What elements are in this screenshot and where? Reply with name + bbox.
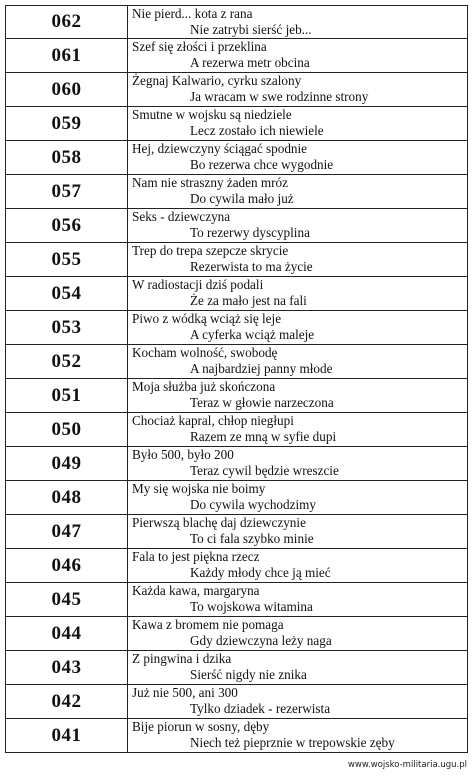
- verse-cell: [128, 277, 468, 311]
- verse-line-1: Hej, dziewczyny ściągać spodnie: [132, 141, 308, 156]
- day-number: 050: [6, 413, 128, 447]
- table-row: [6, 345, 468, 379]
- verse-line-1: Kawa z bromem nie pomaga: [132, 617, 284, 632]
- table-row: [6, 311, 468, 345]
- verse-cell: [128, 311, 468, 345]
- verse-line-2: Razem ze mną w syfie dupi: [190, 429, 337, 444]
- verse-line-2: A najbardziej panny młode: [190, 361, 333, 376]
- verse-cell: [128, 651, 468, 685]
- verse-line-2: Gdy dziewczyna leży naga: [190, 633, 332, 648]
- verse-cell: [128, 379, 468, 413]
- verse-line-2: Tylko dziadek - rezerwista: [190, 701, 331, 716]
- day-number: 047: [6, 515, 128, 549]
- verse-line-2: A rezerwa metr obcina: [190, 55, 310, 70]
- verse-line-2: Sierść nigdy nie znika: [190, 667, 307, 682]
- table-row: [6, 141, 468, 175]
- verse-line-1: Nam nie straszny żaden mróz: [132, 175, 288, 190]
- countdown-sheet: [5, 5, 467, 753]
- verse-line-2: Teraz w głowie narzeczona: [190, 395, 334, 410]
- table-row: [6, 685, 468, 719]
- verse-cell: [128, 413, 468, 447]
- verse-line-2: Do cywila wychodzimy: [190, 497, 316, 512]
- table-row: [6, 175, 468, 209]
- table-row: [6, 617, 468, 651]
- verse-line-1: Szef się złości i przeklina: [132, 39, 267, 54]
- day-number: 046: [6, 549, 128, 583]
- table-row: [6, 481, 468, 515]
- verse-line-1: Seks - dziewczyna: [132, 209, 231, 224]
- table-row: [6, 413, 468, 447]
- verse-line-1: Było 500, było 200: [132, 447, 234, 462]
- verse-line-1: Piwo z wódką wciąż się leje: [132, 311, 282, 326]
- day-number: 051: [6, 379, 128, 413]
- verse-line-2: To wojskowa witamina: [190, 599, 313, 614]
- day-number: 043: [6, 651, 128, 685]
- day-number: 056: [6, 209, 128, 243]
- verse-cell: [128, 685, 468, 719]
- verse-line-2: Każdy młody chce ją mieć: [190, 565, 331, 580]
- table-row: [6, 6, 468, 39]
- table-row: [6, 243, 468, 277]
- verse-line-1: Fala to jest piękna rzecz: [132, 549, 260, 564]
- table-row: [6, 447, 468, 481]
- verse-cell: [128, 481, 468, 515]
- verse-line-1: Już nie 500, ani 300: [132, 685, 238, 700]
- verse-cell: [128, 39, 468, 73]
- verse-cell: [128, 719, 468, 753]
- day-number: 053: [6, 311, 128, 345]
- verse-cell: [128, 345, 468, 379]
- verse-line-2: To ci fala szybko minie: [190, 531, 314, 546]
- day-number: 057: [6, 175, 128, 209]
- verse-cell: [128, 6, 468, 39]
- verse-cell: [128, 549, 468, 583]
- verse-line-1: Z pingwina i dzika: [132, 651, 232, 666]
- verse-line-2: Lecz zostało ich niewiele: [190, 123, 324, 138]
- verse-line-1: Moja służba już skończona: [132, 379, 276, 394]
- source-url: www.wojsko-militaria.ugu.pl: [347, 760, 467, 770]
- verse-line-1: Kocham wolność, swobodę: [132, 345, 278, 360]
- day-number: 049: [6, 447, 128, 481]
- table-row: [6, 277, 468, 311]
- verse-cell: [128, 515, 468, 549]
- verse-cell: [128, 73, 468, 107]
- table-row: [6, 209, 468, 243]
- verse-line-2: Niech też pieprznie w trepowskie zęby: [190, 735, 395, 750]
- verse-line-1: Żegnaj Kalwario, cyrku szalony: [132, 73, 302, 88]
- day-number: 048: [6, 481, 128, 515]
- verse-line-1: Bije piorun w sosny, dęby: [132, 719, 270, 734]
- verse-line-1: Smutne w wojsku są niedziele: [132, 107, 292, 122]
- verse-line-1: Chociaż kapral, chłop niegłupi: [132, 413, 294, 428]
- verse-line-2: Rezerwista to ma życie: [190, 259, 313, 274]
- verse-line-2: Że za mało jest na fali: [190, 293, 307, 308]
- verse-line-2: Bo rezerwa chce wygodnie: [190, 157, 334, 172]
- table-row: [6, 651, 468, 685]
- day-number: 045: [6, 583, 128, 617]
- day-number: 062: [6, 6, 128, 39]
- verse-cell: [128, 447, 468, 481]
- day-number: 044: [6, 617, 128, 651]
- verse-line-1: Nie pierd... kota z rana: [132, 6, 253, 21]
- verse-cell: [128, 243, 468, 277]
- day-number: 042: [6, 685, 128, 719]
- verse-cell: [128, 107, 468, 141]
- verse-line-2: Ja wracam w swe rodzinne strony: [190, 89, 369, 104]
- countdown-table: [5, 5, 468, 753]
- verse-line-2: To rezerwy dyscyplina: [190, 225, 310, 240]
- verse-cell: [128, 175, 468, 209]
- verse-line-2: Teraz cywil będzie wreszcie: [190, 463, 339, 478]
- table-row: [6, 549, 468, 583]
- table-row: [6, 107, 468, 141]
- day-number: 059: [6, 107, 128, 141]
- table-row: [6, 39, 468, 73]
- table-row: [6, 719, 468, 753]
- day-number: 058: [6, 141, 128, 175]
- verse-cell: [128, 141, 468, 175]
- day-number: 060: [6, 73, 128, 107]
- day-number: 041: [6, 719, 128, 753]
- verse-line-2: Do cywila mało już: [190, 191, 294, 206]
- verse-line-1: W radiostacji dziś podali: [132, 277, 264, 292]
- day-number: 052: [6, 345, 128, 379]
- verse-line-2: A cyferka wciąż maleje: [190, 327, 315, 342]
- day-number: 055: [6, 243, 128, 277]
- verse-line-1: My się wojska nie boimy: [132, 481, 266, 496]
- day-number: 061: [6, 39, 128, 73]
- verse-line-1: Każda kawa, margaryna: [132, 583, 260, 598]
- verse-cell: [128, 617, 468, 651]
- table-row: [6, 379, 468, 413]
- table-row: [6, 73, 468, 107]
- day-number: 054: [6, 277, 128, 311]
- verse-line-2: Nie zatrybi sierść jeb...: [190, 22, 312, 37]
- table-row: [6, 583, 468, 617]
- table-body: [6, 6, 468, 753]
- verse-cell: [128, 583, 468, 617]
- verse-line-1: Pierwszą blachę daj dziewczynie: [132, 515, 306, 530]
- verse-cell: [128, 209, 468, 243]
- verse-line-1: Trep do trepa szepcze skrycie: [132, 243, 289, 258]
- table-row: [6, 515, 468, 549]
